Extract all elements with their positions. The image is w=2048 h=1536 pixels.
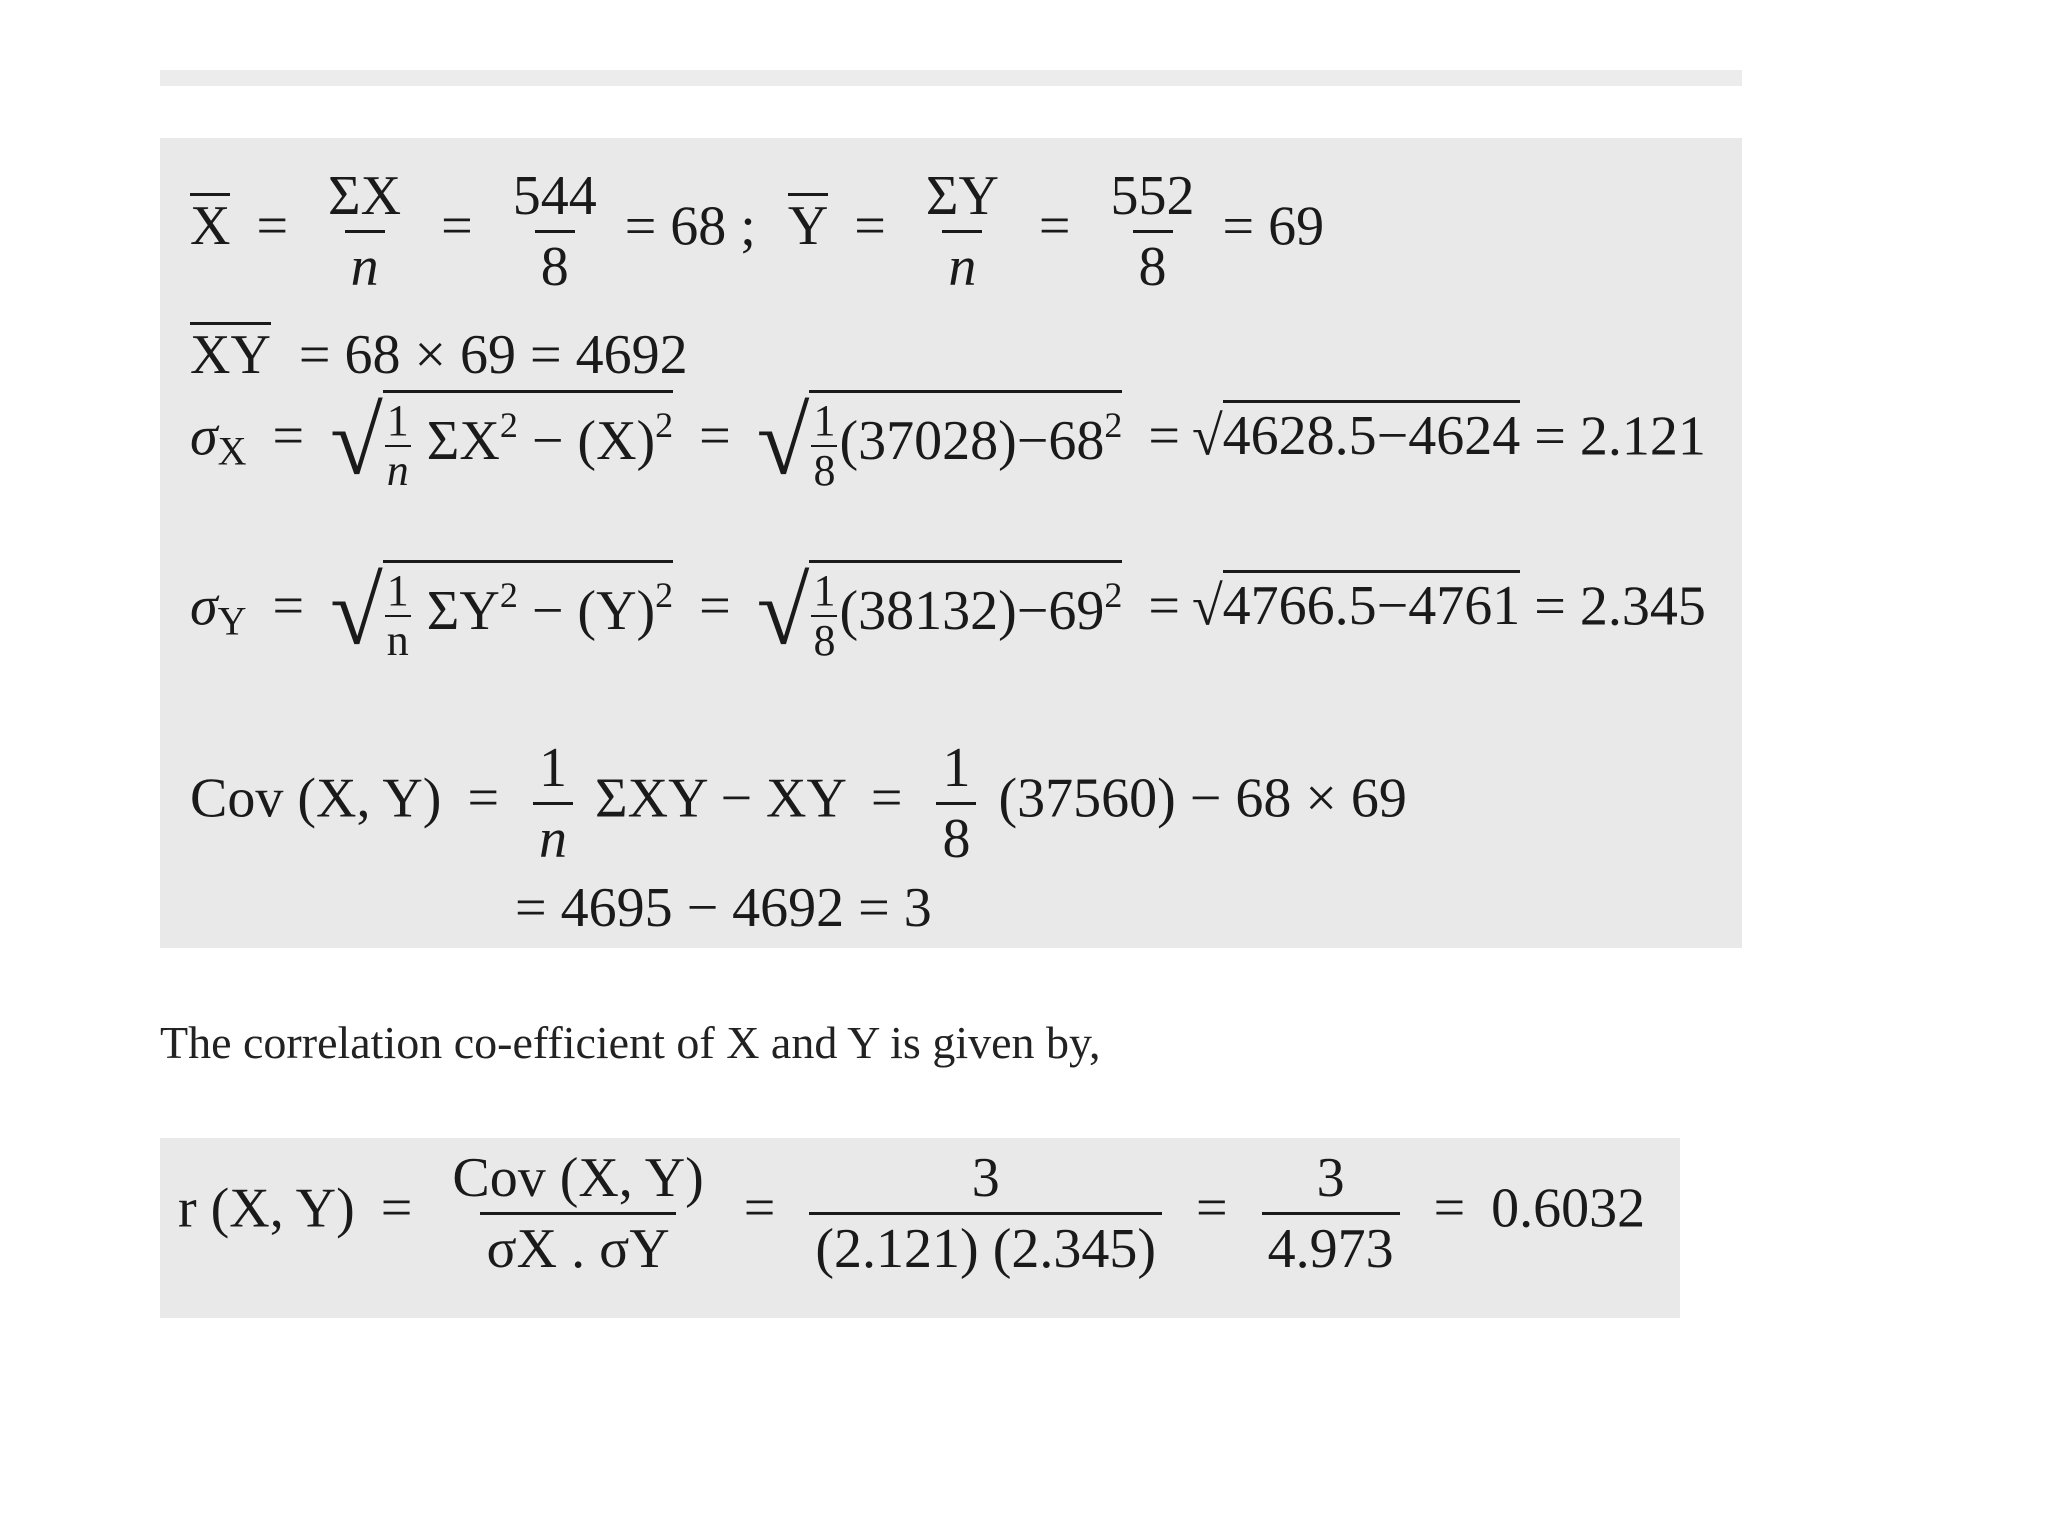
- sum-xy-minus-means: ΣXY − XY: [595, 767, 845, 830]
- sigma-x-sub: X: [217, 428, 247, 474]
- sigma-x-equation: $\sigma_X$ = √ $\frac{1}{n}$ $\Sigma X^2 - (X)^2$ = √ $\frac{1}{8}$ $(37028)-68^2 = √4628.5-4624 = 2.121$: [190, 387, 1706, 495]
- sigma-x-radicand-3: 4628.5−4624: [1223, 400, 1521, 467]
- cov-over-sigmas: [446, 1147, 709, 1280]
- sqrt-icon: √: [330, 387, 383, 495]
- sum-x-sq: ΣX: [426, 409, 500, 472]
- minus-mean-y: − (Y): [531, 579, 656, 642]
- x-mean-value: = 68 ;: [624, 195, 756, 258]
- three-over-product: [809, 1147, 1162, 1280]
- correlation-equation: r (X, Y) = $\frac{\text{Cov (X, Y)}}{\sigma X . \sigma Y}$ = $\frac{3}{(2.121) (2.345)}$ = $\frac{3}{4.973}$ = 0.6032: [178, 1147, 1646, 1280]
- r-denominator-1: σX . σY: [480, 1212, 675, 1277]
- r-denominator-2: (2.121) (2.345): [809, 1212, 1162, 1277]
- x-bar: X: [190, 195, 231, 258]
- sqrt-icon: √: [1191, 575, 1223, 638]
- mean-equations: X = $\frac{\Sigma X}{n}$ = $\frac{544}{8}$ = 68 ; Y = $\frac{\Sigma Y}{n}$ = $\frac{552}{8}$ = 69: [190, 165, 1325, 298]
- sqrt-icon: √: [330, 557, 383, 665]
- sigma-y-symbol: σ: [190, 575, 218, 638]
- r-result: 0.6032: [1491, 1177, 1646, 1240]
- explanatory-text: The correlation co-efficient of X and Y is given by,: [160, 1017, 1101, 1068]
- sigma-y-equation: $\sigma_Y$ = √ $\frac{1}{n}$ $\Sigma Y^2 - (Y)^2$ = √ $\frac{1}{8}$ $(38132)-69^2 = √4766.5-4761 = 2.345$: [190, 557, 1706, 665]
- cov-result-value: = 4695 − 4692 = 3: [515, 877, 932, 939]
- sqrt-icon: √: [1191, 405, 1223, 468]
- sigma-x-radicand-1: $\frac{1}{n}$ $\Sigma X^2 - (X)^2$: [383, 390, 673, 493]
- sum-y-sq: ΣY: [426, 579, 500, 642]
- sigma-y-sub: Y: [217, 598, 247, 644]
- r-denominator-3: 4.973: [1262, 1212, 1400, 1277]
- sum-x-over-n: [322, 165, 407, 298]
- r-numerator-2: 3: [971, 1147, 1000, 1209]
- three-over-4973: [1262, 1147, 1400, 1280]
- eight: 8: [535, 230, 575, 295]
- r-numerator-1: Cov (X, Y): [452, 1147, 704, 1209]
- sqrt-icon: √: [756, 387, 810, 495]
- product-value: = 68 × 69 = 4692: [298, 324, 688, 386]
- sigma-y-radicand-3: 4766.5−4761: [1223, 570, 1521, 637]
- y-total: 552: [1110, 165, 1195, 227]
- covariance-result: [515, 877, 932, 939]
- one-over-8: $\frac{1}{8}$: [936, 740, 976, 867]
- xy-bar: XY: [190, 324, 271, 386]
- sigma-y-radicand-1: $\frac{1}{n}$ $\Sigma Y^2 - (Y)^2$: [383, 560, 673, 663]
- y-total-over-8: [1105, 165, 1201, 298]
- sigma-x-substituted: (37028)−68: [839, 409, 1105, 472]
- sum-y-over-n: [920, 165, 1005, 298]
- cov-label: Cov (X, Y): [190, 767, 442, 830]
- minus-mean-x: − (X): [531, 409, 656, 472]
- sqrt-icon: √: [756, 557, 810, 665]
- one-over-n: $\frac{1}{n}$: [533, 740, 573, 867]
- sigma-x-symbol: σ: [190, 405, 218, 468]
- y-bar: Y: [787, 195, 829, 258]
- r-numerator-3: 3: [1316, 1147, 1345, 1209]
- eight: 8: [1133, 230, 1173, 295]
- sigma-x-result: = 2.121: [1534, 405, 1706, 468]
- r-label: r (X, Y): [178, 1177, 355, 1240]
- y-mean-value: = 69: [1222, 195, 1325, 258]
- covariance-equation: Cov (X, Y) = $\frac{1}{n}$ ΣXY − XY = $\frac{1}{8}$ (37560) − 68 × 69: [190, 737, 1407, 870]
- x-total: 544: [512, 165, 597, 227]
- sum-y: ΣY: [925, 165, 999, 227]
- sum-x: ΣX: [328, 165, 402, 227]
- product-of-means: [190, 322, 688, 386]
- sigma-y-result: = 2.345: [1534, 575, 1706, 638]
- n: n: [942, 230, 982, 295]
- sigma-x-radicand-2: $\frac{1}{8}$ $(37028)-68^2$: [809, 390, 1122, 493]
- sigma-y-substituted: (38132)−69: [839, 579, 1105, 642]
- x-total-over-8: [507, 165, 603, 298]
- top-divider-strip: [160, 70, 1742, 86]
- sigma-y-radicand-2: $\frac{1}{8}$ $(38132)-69^2$: [809, 560, 1122, 663]
- cov-substituted: (37560) − 68 × 69: [998, 767, 1407, 830]
- n: n: [345, 230, 385, 295]
